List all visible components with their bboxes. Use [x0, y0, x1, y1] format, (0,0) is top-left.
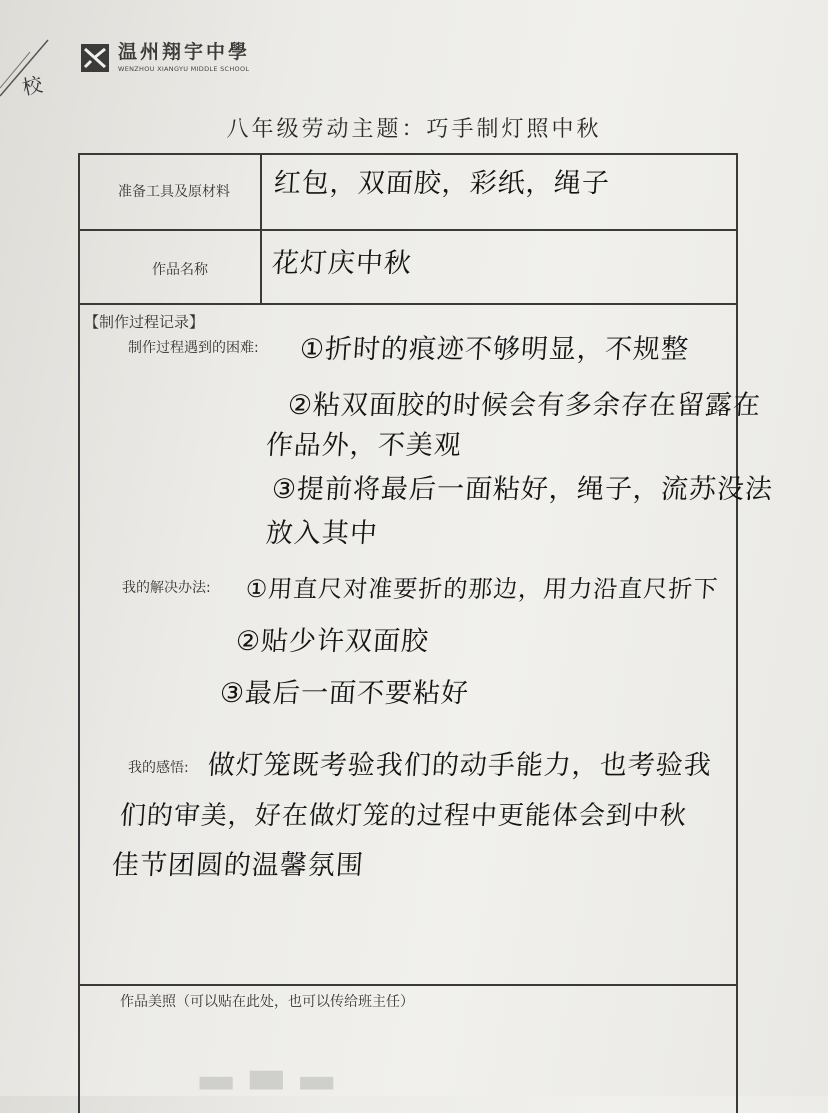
school-name-en: WENZHOU XIANGYU MIDDLE SCHOOL — [118, 65, 250, 73]
feeling-line: 们的审美，好在做灯笼的过程中更能体会到中秋 — [118, 801, 688, 831]
bleed-through-marks: ▂▃▂ — [200, 1040, 351, 1089]
feeling-line: 做灯笼既考验我们的动手能力，也考验我 — [206, 750, 713, 781]
difficulty-line: ③提前将最后一面粘好，绳子，流苏没法 — [270, 474, 775, 505]
solution-label: 我的解决办法: — [122, 580, 211, 596]
table-row-divider-1 — [78, 229, 738, 231]
work-name-value: 花灯庆中秋 — [270, 248, 413, 279]
solution-line: ③最后一面不要粘好 — [218, 678, 471, 709]
corner-handwritten-char: 校 — [20, 72, 45, 100]
school-emblem-icon — [80, 43, 110, 73]
solution-line: ②贴少许双面胶 — [234, 626, 431, 657]
difficulty-line: 放入其中 — [264, 518, 379, 549]
feeling-label: 我的感悟: — [128, 760, 189, 776]
photo-label: 作品美照（可以贴在此处，也可以传给班主任） — [120, 994, 414, 1010]
school-name-cn: 温州翔宇中學 — [118, 41, 251, 63]
feeling-line: 佳节团圆的温馨氛围 — [110, 850, 365, 881]
difficulty-line: 作品外，不美观 — [264, 430, 463, 461]
difficulty-line: ②粘双面胶的时候会有多余存在留露在 — [286, 390, 763, 421]
table-row-divider-2 — [78, 303, 738, 305]
difficulty-label: 制作过程遇到的困难: — [128, 340, 259, 356]
school-logo — [80, 42, 250, 73]
record-form — [78, 153, 775, 1113]
tools-value: 红包，双面胶，彩纸，绳子 — [272, 168, 611, 199]
solution-line: ①用直尺对准要折的那边，用力沿直尺折下 — [244, 575, 720, 603]
work-name-label: 作品名称 — [152, 262, 208, 278]
table-column-divider — [260, 153, 262, 304]
document-title: 八年级劳动主题：巧手制灯照中秋 — [226, 117, 602, 142]
table-row-divider-3 — [78, 984, 738, 986]
table-border-top — [78, 153, 738, 155]
table-border-right — [736, 153, 738, 1113]
tools-label: 准备工具及原材料 — [118, 184, 230, 200]
record-header: 【制作过程记录】 — [84, 313, 205, 331]
table-border-left — [78, 153, 80, 1113]
difficulty-line: ①折时的痕迹不够明显，不规整 — [298, 334, 691, 365]
